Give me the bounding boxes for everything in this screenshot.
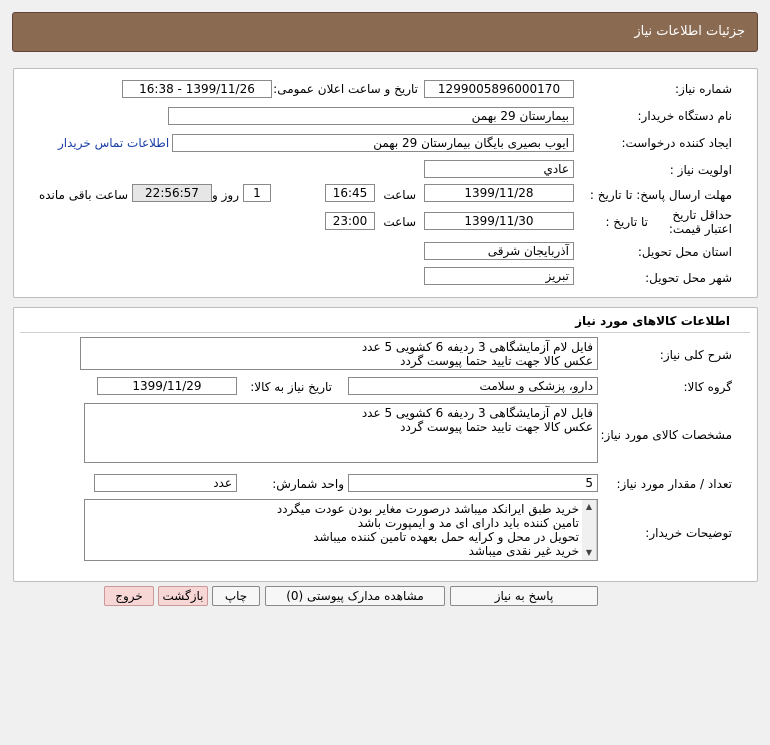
summary-line: عکس کالا جهت تایید حتما پیوست گردد <box>400 354 593 368</box>
announce-datetime-field: 1399/11/26 - 16:38 <box>122 80 272 98</box>
validity-date-field: 1399/11/30 <box>424 212 574 230</box>
reply-button[interactable]: پاسخ به نیاز <box>450 586 598 606</box>
validity-time-label: ساعت <box>383 215 416 229</box>
validity-label: حداقل تاریخ اعتبار قیمت: <box>668 208 732 236</box>
specs-line: عکس کالا جهت تایید حتما پیوست گردد <box>400 420 593 434</box>
back-button[interactable]: بازگشت <box>158 586 208 606</box>
buyer-notes-label: توضیحات خریدار: <box>645 526 732 540</box>
scroll-up-icon[interactable]: ▲ <box>585 502 593 511</box>
exit-button[interactable]: خروج <box>104 586 154 606</box>
priority-label: اولویت نیاز : <box>669 163 732 177</box>
page-title: جزئیات اطلاعات نیاز <box>634 24 745 39</box>
requester-label: ایجاد کننده درخواست: <box>621 136 732 150</box>
summary-line: فایل لام آزمایشگاهی 3 ردیفه 6 کشویی 5 عدد <box>361 340 593 354</box>
summary-field <box>80 337 598 370</box>
specs-field <box>84 403 598 463</box>
deadline-date-field: 1399/11/28 <box>424 184 574 202</box>
specs-label: مشخصات کالای مورد نیاز: <box>600 428 732 442</box>
need-date-label: تاریخ نیاز به کالا: <box>250 380 332 394</box>
notes-scrollbar[interactable] <box>582 500 597 560</box>
summary-label: شرح کلی نیاز: <box>659 348 732 362</box>
city-field: تبریز <box>424 267 574 285</box>
requester-field: ایوب بصیری بایگان بیمارستان 29 بهمن <box>172 134 574 152</box>
print-button[interactable]: چاپ <box>212 586 260 606</box>
priority-field: عادي <box>424 160 574 178</box>
remaining-time-field: 22:56:57 <box>132 184 212 202</box>
province-field: آذربایجان شرقی <box>424 242 574 260</box>
need-number-field: 1299005896000170 <box>424 80 574 98</box>
notes-line: تحویل در محل و کرایه حمل بعهده تامین کننده میباشد <box>313 530 579 544</box>
notes-line: تامین کننده باید دارای ای مد و ایمپورت باشد <box>357 516 579 530</box>
province-label: استان محل تحویل: <box>637 245 732 259</box>
city-label: شهر محل تحویل: <box>645 271 732 285</box>
unit-field: عدد <box>94 474 237 492</box>
attachments-button[interactable]: مشاهده مدارک پیوستی (0) <box>265 586 445 606</box>
deadline-time-field: 16:45 <box>325 184 375 202</box>
buyer-contact-link[interactable]: اطلاعات تماس خریدار <box>58 136 170 150</box>
deadline-label: مهلت ارسال پاسخ: تا تاریخ : <box>589 188 732 202</box>
announce-datetime-label: تاریخ و ساعت اعلان عمومی: <box>273 82 418 96</box>
buyer-org-label: نام دستگاه خریدار: <box>637 109 732 123</box>
page-header <box>12 12 758 52</box>
need-date-field: 1399/11/29 <box>97 377 237 395</box>
quantity-label: تعداد / مقدار مورد نیاز: <box>616 477 732 491</box>
days-label: روز و <box>212 188 239 202</box>
goods-section-title: اطلاعات کالاهای مورد نیاز <box>575 314 730 328</box>
goods-group-label: گروه کالا: <box>683 380 732 394</box>
specs-line: فایل لام آزمایشگاهی 3 ردیفه 6 کشویی 5 عدد <box>361 406 593 420</box>
notes-line: خرید غیر نقدی میباشد <box>468 544 579 558</box>
goods-section-divider <box>20 332 750 333</box>
remaining-days-field: 1 <box>243 184 271 202</box>
scroll-down-icon[interactable]: ▼ <box>585 548 593 557</box>
deadline-time-label: ساعت <box>383 188 416 202</box>
quantity-field: 5 <box>348 474 598 492</box>
need-number-label: شماره نیاز: <box>675 82 732 96</box>
buyer-notes-field[interactable] <box>84 499 598 561</box>
need-info-panel <box>13 68 758 298</box>
unit-label: واحد شمارش: <box>272 477 344 491</box>
goods-group-field: دارو، پزشکی و سلامت <box>348 377 598 395</box>
buyer-org-field: بیمارستان 29 بهمن <box>168 107 574 125</box>
remaining-label: ساعت باقی مانده <box>38 188 128 202</box>
validity-to-label: تا تاریخ : <box>605 215 648 229</box>
notes-line: خرید طبق ایرانکد میباشد درصورت مغایر بودن عودت میگردد <box>276 502 579 516</box>
validity-time-field: 23:00 <box>325 212 375 230</box>
